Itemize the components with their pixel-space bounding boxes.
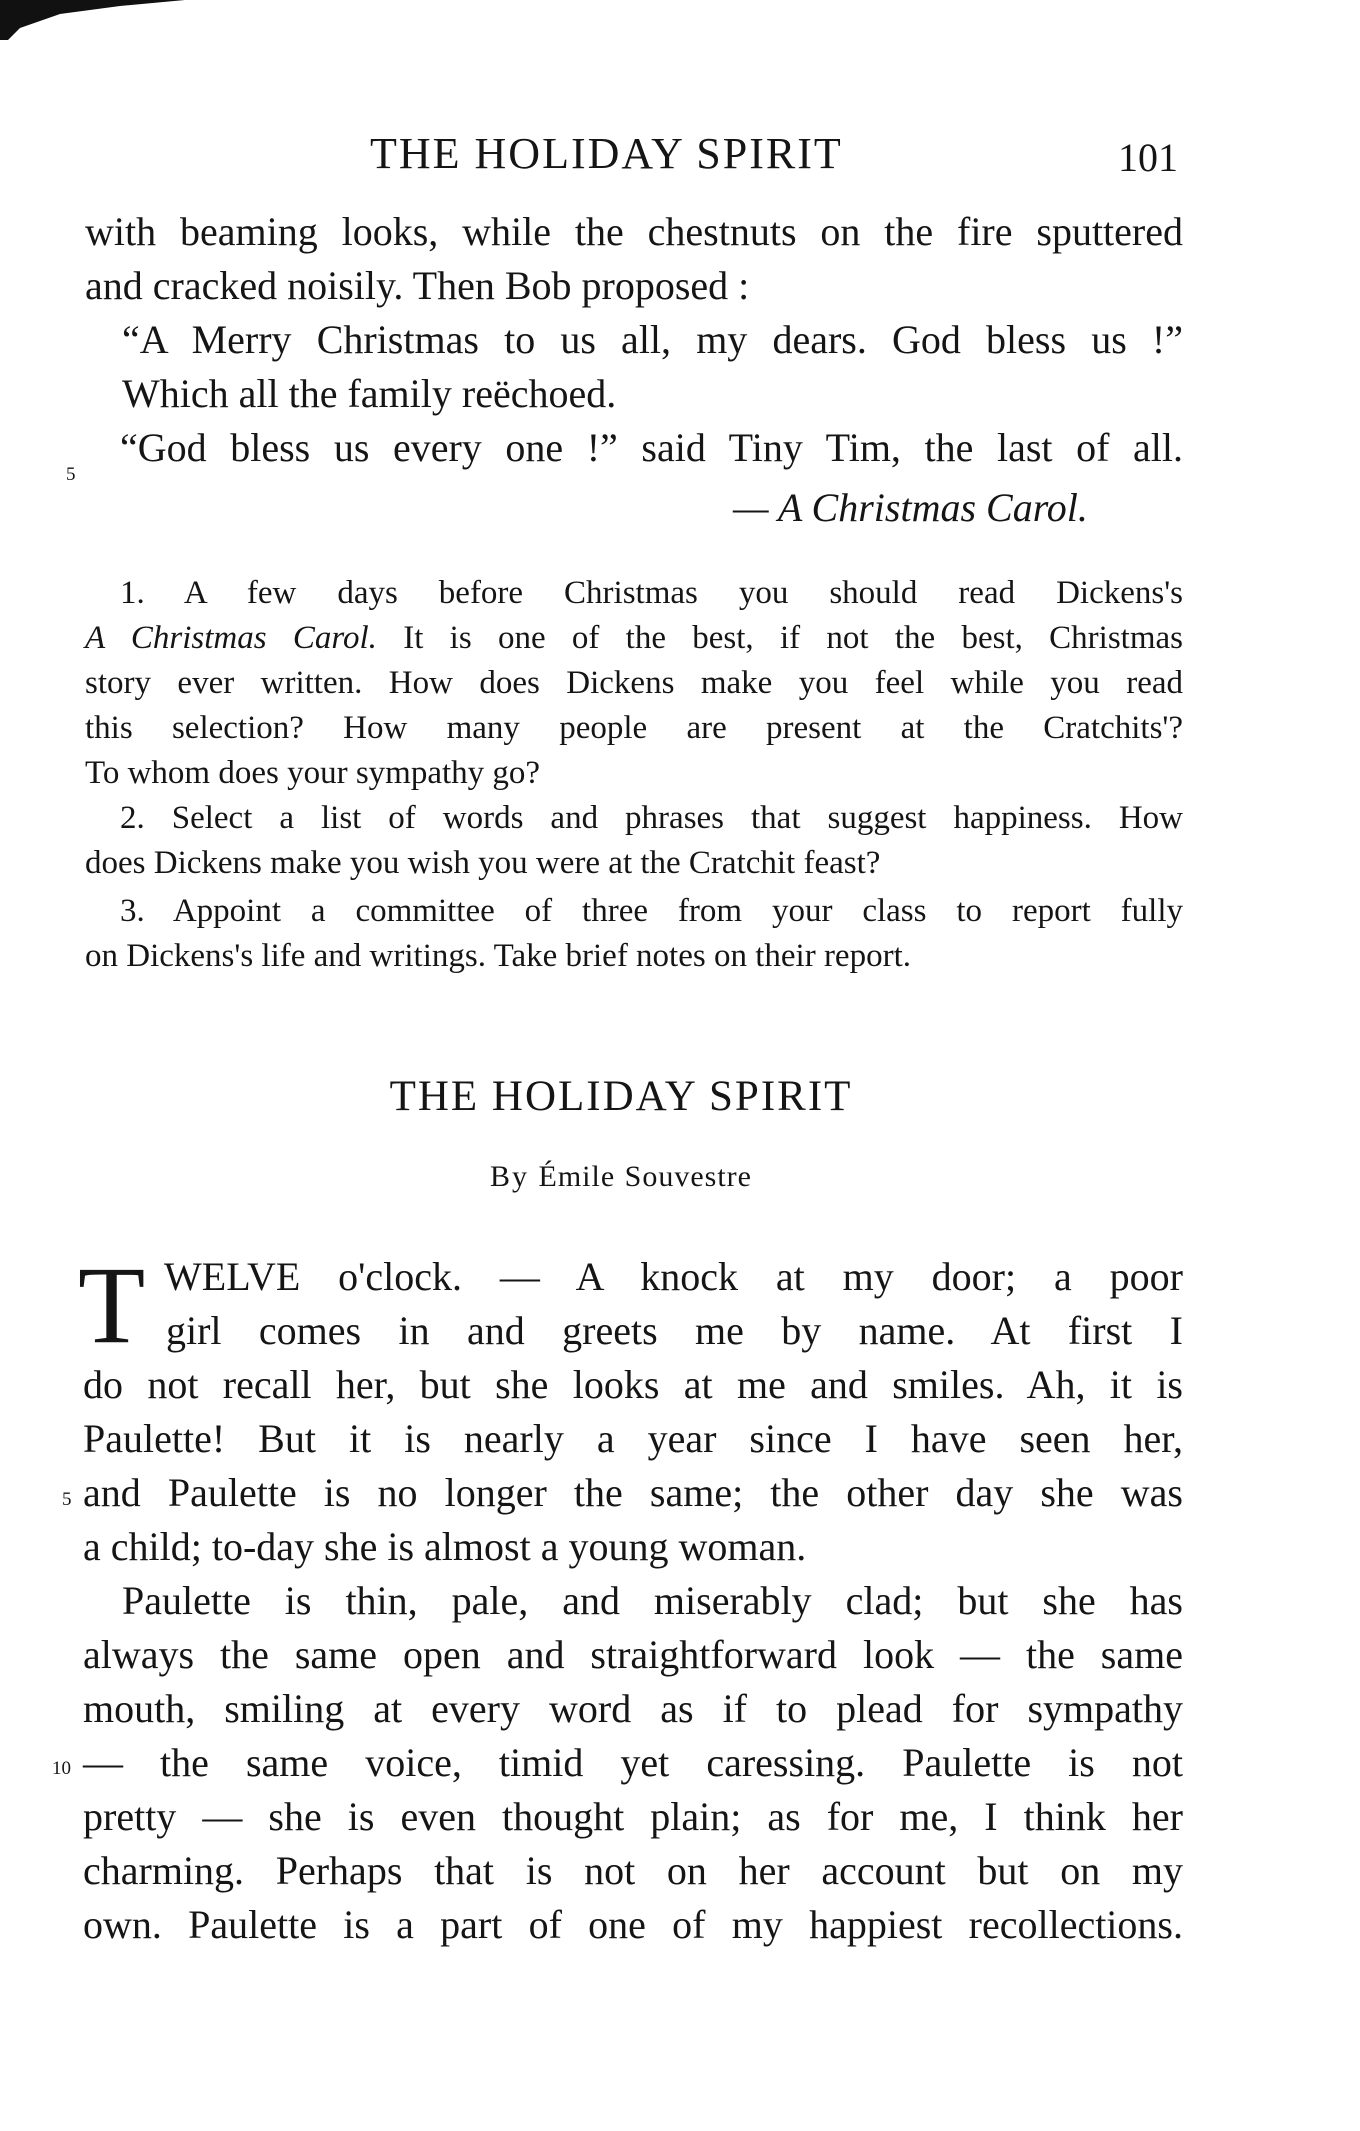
story-line-13: own. Paulette is a part of one of my happiest recollections. <box>83 1902 1183 1947</box>
question-3-line-1 <box>120 893 1183 930</box>
carol-attribution: — A Christmas Carol. <box>733 485 1088 530</box>
carol-line-1: with beaming looks, while the chestnuts on the fire sputtered <box>85 209 1183 254</box>
story-line-5: and Paulette is no longer the same; the other day she was <box>83 1470 1183 1515</box>
question-2-line-1 <box>120 800 1183 837</box>
question-number: 2. <box>120 800 145 836</box>
story-line-10: — the same voice, timid yet caressing. Paulette is not <box>83 1740 1183 1785</box>
question-1-line-3: story ever written. How does Dickens make you feel while you read <box>85 665 1183 701</box>
carol-line-3: “A Merry Christmas to us all, my dears. God bless us !” <box>122 317 1183 362</box>
story-line-4: Paulette! But it is nearly a year since I have seen her, <box>83 1416 1183 1461</box>
story-line-1: WELVE o'clock. — A knock at my door; a poor <box>164 1254 1183 1299</box>
carol-line-2: and cracked noisily. Then Bob proposed : <box>85 263 750 308</box>
corner-ink-mark <box>0 0 185 40</box>
story-line-6: a child; to-day she is almost a young woman. <box>83 1524 807 1569</box>
section-title: THE HOLIDAY SPIRIT <box>389 1073 853 1120</box>
line-number: 10 <box>52 1758 71 1779</box>
question-text: It is one of the best, if not the best, Christmas <box>403 620 1184 656</box>
author-last-name: Souvestre <box>624 1160 752 1193</box>
question-number: 3. <box>120 893 145 929</box>
question-1-line-2 <box>85 620 1183 657</box>
line-number: 5 <box>62 1489 72 1510</box>
story-line-7: Paulette is thin, pale, and miserably clad; but she has <box>122 1578 1183 1623</box>
page-number: 101 <box>1118 135 1178 180</box>
story-line-2: girl comes in and greets me by name. At first I <box>166 1308 1183 1353</box>
question-text: Appoint a committee of three from your class to report fully <box>172 893 1183 929</box>
byline-by: By <box>490 1160 530 1193</box>
story-line-12: charming. Perhaps that is not on her account but on my <box>83 1848 1183 1893</box>
book-title: A Christmas Carol. <box>85 620 377 656</box>
drop-cap: T <box>78 1244 146 1366</box>
story-line-9: mouth, smiling at every word as if to plead for sympathy <box>83 1686 1183 1731</box>
question-number: 1. <box>120 575 145 611</box>
question-1-line-4: this selection? How many people are present at the Cratchits'? <box>85 710 1183 746</box>
carol-line-4: Which all the family reëchoed. <box>122 371 617 416</box>
line-number: 5 <box>66 464 76 485</box>
author-first-name: Émile <box>538 1160 616 1193</box>
byline <box>0 1160 1242 1194</box>
carol-line-5: “God bless us every one !” said Tiny Tim, the last of all. <box>120 425 1183 470</box>
story-line-11: pretty — she is even thought plain; as for me, I think her <box>83 1794 1183 1839</box>
running-head: THE HOLIDAY SPIRIT <box>370 129 843 178</box>
question-1-line-1 <box>120 575 1183 612</box>
story-line-3: do not recall her, but she looks at me and smiles. Ah, it is <box>83 1362 1183 1407</box>
question-text: A few days before Christmas you should read Dickens's <box>183 575 1183 611</box>
question-3-line-2: on Dickens's life and writings. Take brief notes on their report. <box>85 938 911 974</box>
question-text: Select a list of words and phrases that suggest happiness. How <box>171 800 1184 836</box>
question-1-line-5: To whom does your sympathy go? <box>85 755 541 791</box>
story-line-8: always the same open and straightforward look — the same <box>83 1632 1183 1677</box>
question-2-line-2: does Dickens make you wish you were at the Cratchit feast? <box>85 845 881 881</box>
